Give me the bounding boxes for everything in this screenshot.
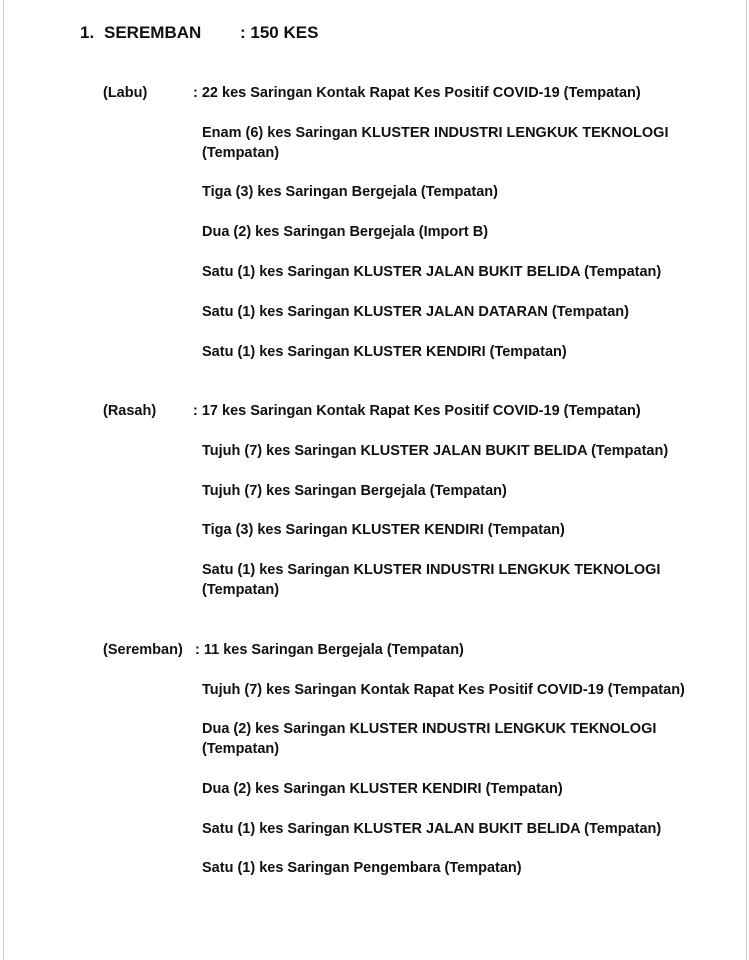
district-label-seremban: (Seremban) xyxy=(103,642,183,658)
entry-seremban-3: Dua (2) kes Saringan KLUSTER INDUSTRI LENGKUK TEKNOLOGI (Tempatan) xyxy=(202,721,657,757)
page-border-left xyxy=(3,0,4,960)
entry-seremban-6: Satu (1) kes Saringan Pengembara (Tempatan) xyxy=(202,860,522,876)
entry-labu-3: Tiga (3) kes Saringan Bergejala (Tempatan) xyxy=(202,184,498,200)
entry-labu-1: : 22 kes Saringan Kontak Rapat Kes Positif COVID-19 (Tempatan) xyxy=(193,85,641,101)
entry-seremban-2: Tujuh (7) kes Saringan Kontak Rapat Kes Positif COVID-19 (Tempatan) xyxy=(202,682,685,698)
entry-labu-7: Satu (1) kes Saringan KLUSTER KENDIRI (Tempatan) xyxy=(202,344,567,360)
page-border-right xyxy=(746,0,747,960)
entry-rasah-5: Satu (1) kes Saringan KLUSTER INDUSTRI LENGKUK TEKNOLOGI (Tempatan) xyxy=(202,562,661,598)
heading-count: : 150 KES xyxy=(240,23,319,42)
entry-labu-2: Enam (6) kes Saringan KLUSTER INDUSTRI LENGKUK TEKNOLOGI (Tempatan) xyxy=(202,125,669,161)
entry-seremban-1: : 11 kes Saringan Bergejala (Tempatan) xyxy=(195,642,464,658)
district-label-rasah: (Rasah) xyxy=(103,403,157,419)
entry-seremban-4: Dua (2) kes Saringan KLUSTER KENDIRI (Tempatan) xyxy=(202,781,563,797)
entry-labu-6: Satu (1) kes Saringan KLUSTER JALAN DATARAN (Tempatan) xyxy=(202,304,629,320)
entry-labu-5: Satu (1) kes Saringan KLUSTER JALAN BUKIT BELIDA (Tempatan) xyxy=(202,264,662,280)
heading-name: SEREMBAN xyxy=(104,23,202,42)
entry-labu-4: Dua (2) kes Saringan Bergejala (Import B) xyxy=(202,224,489,240)
entry-rasah-1: : 17 kes Saringan Kontak Rapat Kes Positif COVID-19 (Tempatan) xyxy=(193,403,641,419)
entry-rasah-4: Tiga (3) kes Saringan KLUSTER KENDIRI (Tempatan) xyxy=(202,522,565,538)
heading-number: 1. xyxy=(80,23,95,42)
entry-seremban-5: Satu (1) kes Saringan KLUSTER JALAN BUKIT BELIDA (Tempatan) xyxy=(202,821,662,837)
entry-rasah-2: Tujuh (7) kes Saringan KLUSTER JALAN BUKIT BELIDA (Tempatan) xyxy=(202,443,669,459)
district-label-labu: (Labu) xyxy=(103,85,148,101)
entry-rasah-3: Tujuh (7) kes Saringan Bergejala (Tempatan) xyxy=(202,483,507,499)
